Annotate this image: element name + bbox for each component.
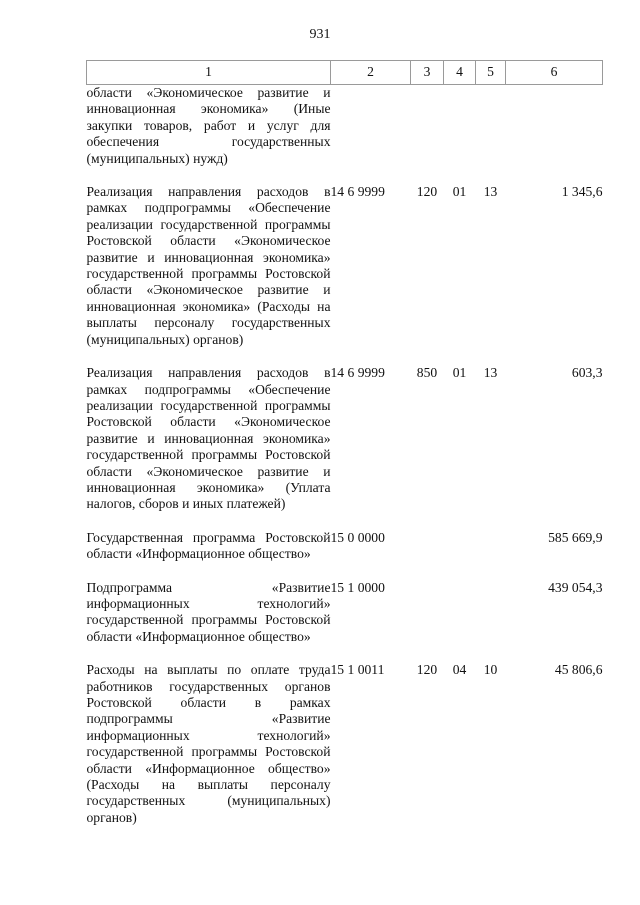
table-row — [87, 530, 603, 563]
row-subsection: 13 — [483, 365, 498, 381]
column-header: 1 — [87, 61, 331, 85]
table-header-row — [87, 61, 603, 85]
row-expense-type: 850 — [416, 365, 438, 381]
row-subsection: 10 — [483, 662, 498, 678]
table-row — [87, 85, 603, 168]
row-expense-type — [411, 580, 444, 646]
budget-table — [86, 60, 603, 826]
column-header: 6 — [506, 61, 603, 85]
row-description: Реализация направления расходов в рамках подпрограммы «Обеспечение реализации государственной программы Ростовской области «Экономическое развитие и инновационная экономика» государственной программы Ростовской области «Экономическое развитие и инновационная экономика» (Расходы на выплаты персоналу государственных (муниципальных) органов) — [86, 184, 331, 347]
table-row — [87, 662, 603, 826]
row-amount: 1 345,6 — [561, 184, 603, 200]
row-code: 15 0 0000 — [330, 529, 385, 545]
row-amount: 603,3 — [571, 365, 603, 381]
row-description: Государственная программа Ростовской области «Информационное общество» — [86, 529, 331, 562]
row-amount — [506, 85, 603, 168]
row-amount: 585 669,9 — [548, 529, 603, 545]
table-row — [87, 184, 603, 348]
column-header: 4 — [444, 61, 476, 85]
row-section: 04 — [452, 662, 467, 678]
column-header: 5 — [476, 61, 506, 85]
table-row — [87, 580, 603, 646]
row-subsection — [476, 580, 506, 646]
row-code: 15 1 0000 — [330, 579, 385, 595]
row-subsection — [476, 85, 506, 168]
row-expense-type: 120 — [416, 662, 438, 678]
row-section — [444, 580, 476, 646]
row-expense-type: 120 — [416, 184, 438, 200]
row-code: 14 6 9999 — [330, 184, 385, 200]
row-code — [331, 85, 411, 168]
page-number: 931 — [309, 27, 331, 42]
row-code: 15 1 0011 — [330, 662, 385, 678]
row-section — [444, 530, 476, 563]
row-amount: 439 054,3 — [548, 579, 603, 595]
row-expense-type — [411, 85, 444, 168]
column-header: 2 — [331, 61, 411, 85]
row-section — [444, 85, 476, 168]
row-subsection — [476, 530, 506, 563]
row-subsection: 13 — [483, 184, 498, 200]
row-amount: 45 806,6 — [554, 662, 603, 678]
row-section: 01 — [452, 365, 467, 381]
table-row — [87, 365, 603, 513]
row-description: Реализация направления расходов в рамках подпрограммы «Обеспечение реализации государственной программы Ростовской области «Экономическое развитие и инновационная экономика» государственной программы Ростовской области «Экономическое развитие и инновационная экономика» (Уплата налогов, сборов и иных платежей) — [86, 365, 331, 512]
row-description: области «Экономическое развитие и инновационная экономика» (Иные закупки товаров, работ и услуг для обеспечения государственных (муниципальных) нужд) — [86, 85, 331, 166]
row-section: 01 — [452, 184, 467, 200]
row-description: Расходы на выплаты по оплате труда работников государственных органов Ростовской области в рамках подпрограммы «Развитие информационных технологий» государственной программы Ростовской области «Информационное общество» (Расходы на выплаты персоналу государственных (муниципальных) органов) — [86, 662, 331, 825]
row-expense-type — [411, 530, 444, 563]
row-code: 14 6 9999 — [330, 365, 385, 381]
row-description: Подпрограмма «Развитие информационных технологий» государственной программы Ростовской области «Информационное общество» — [86, 579, 331, 644]
column-header: 3 — [411, 61, 444, 85]
